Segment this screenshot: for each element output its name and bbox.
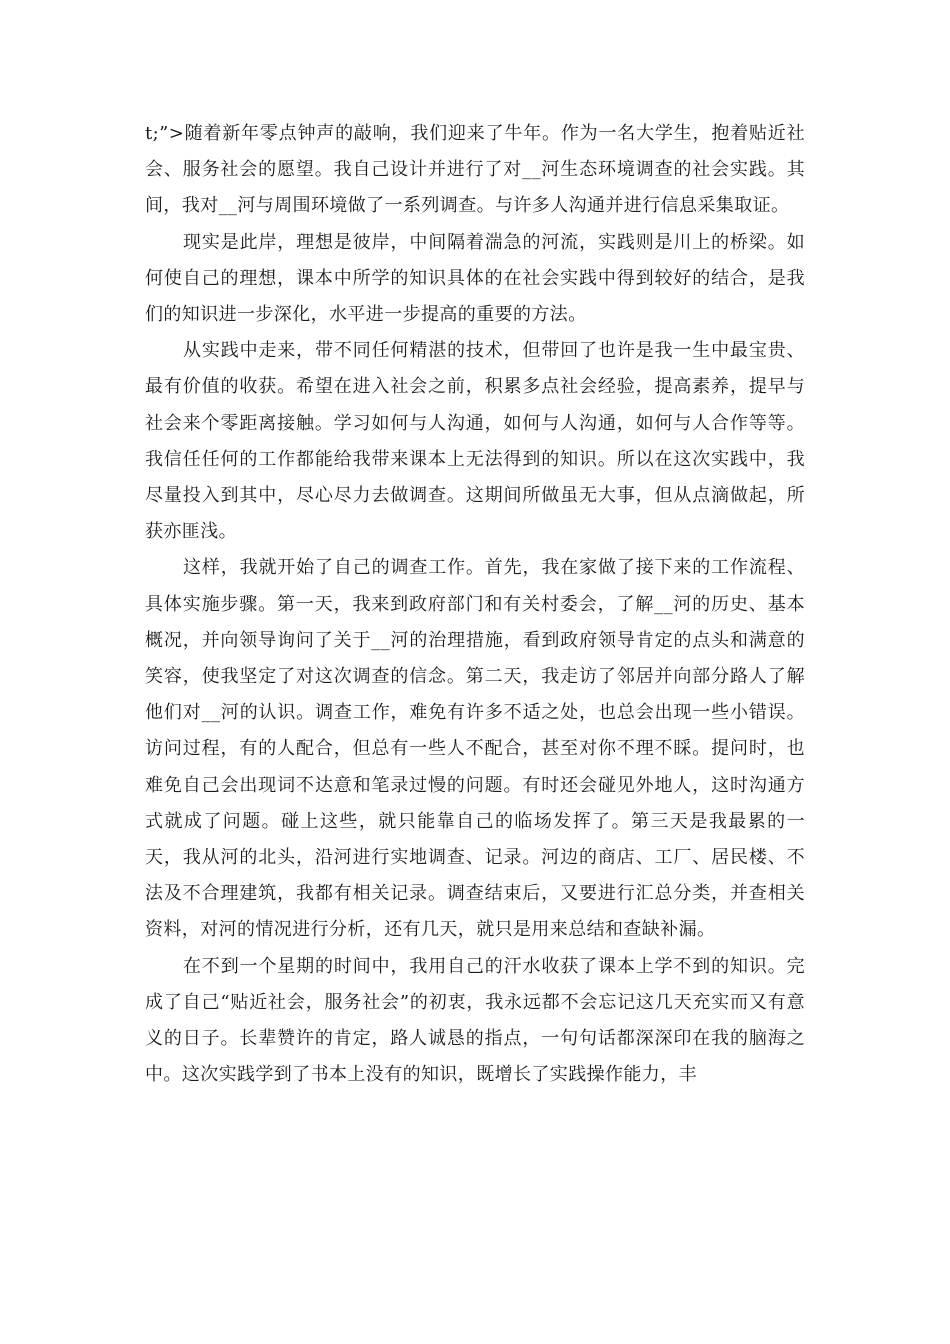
paragraph-conclusion: 在不到一个星期的时间中，我用自己的汗水收获了课本上学不到的知识。完成了自己“贴近社会，服务社会”的初衷，我永远都不会忘记这几天充实而又有意义的日子。长辈赞许的肯定，路人诚恳的指点，一句句话都深深印在我的脑海之中。这次实践学到了书本上没有的知识，既增长了实践操作能力，丰 xyxy=(145,955,805,1086)
paragraph-investigation-process: 这样，我就开始了自己的调查工作。首先，我在家做了接下来的工作流程、具体实施步骤。第一天，我来到政府部门和有关村委会，了解__河的历史、基本概况，并向领导询问了关于__河的治理措施，看到政府领导肯定的点头和满意的笑容，使我坚定了对这次调查的信念。第二天，我走访了邻居并向部分路人了解他们对__河的认识。调查工作，难免有许多不适之处，也总会出现一些小错误。访问过程，有的人配合，但总有一些人不配合，甚至对你不理不睬。提问时，也难免自己会出现词不达意和笔录过慢的问题。有时还会碰见外地人，这时沟通方式就成了问题。碰上这些，就只能靠自己的临场发挥了。第三天是我最累的一天，我从河的北头，沿河进行实地调查、记录。河边的商店、工厂、居民楼、不法及不合理建筑，我都有相关记录。调查结束后，又要进行汇总分类，并查相关资料，对河的情况进行分析，还有几天，就只是用来总结和查缺补漏。 xyxy=(145,557,805,941)
document-body xyxy=(145,116,805,1093)
paragraph-reality-ideal: 现实是此岸，理想是彼岸，中间隔着湍急的河流，实践则是川上的桥梁。如何使自己的理想，课本中所学的知识具体的在社会实践中得到较好的结合，是我们的知识进一步深化，水平进一步提高的重要的方法。 xyxy=(145,231,805,326)
paragraph-intro: t;”>随着新年零点钟声的敲响，我们迎来了牛年。作为一名大学生，抱着贴近社会、服务社会的愿望。我自己设计并进行了对__河生态环境调查的社会实践。其间，我对__河与周围环境做了一系列调查。与许多人沟通并进行信息采集取证。 xyxy=(145,123,805,217)
paragraph-practice-harvest: 从实践中走来，带不同任何精湛的技术，但带回了也许是我一生中最宝贵、最有价值的收获。希望在进入社会之前，积累多点社会经验，提高素养，提早与社会来个零距离接触。学习如何与人沟通，如何与人沟通，如何与人合作等等。我信任任何的工作都能给我带来课本上无法得到的知识。所以在这次实践中，我尽量投入到其中，尽心尽力去做调查。这期间所做虽无大事，但从点滴做起，所获亦匪浅。 xyxy=(145,340,805,543)
